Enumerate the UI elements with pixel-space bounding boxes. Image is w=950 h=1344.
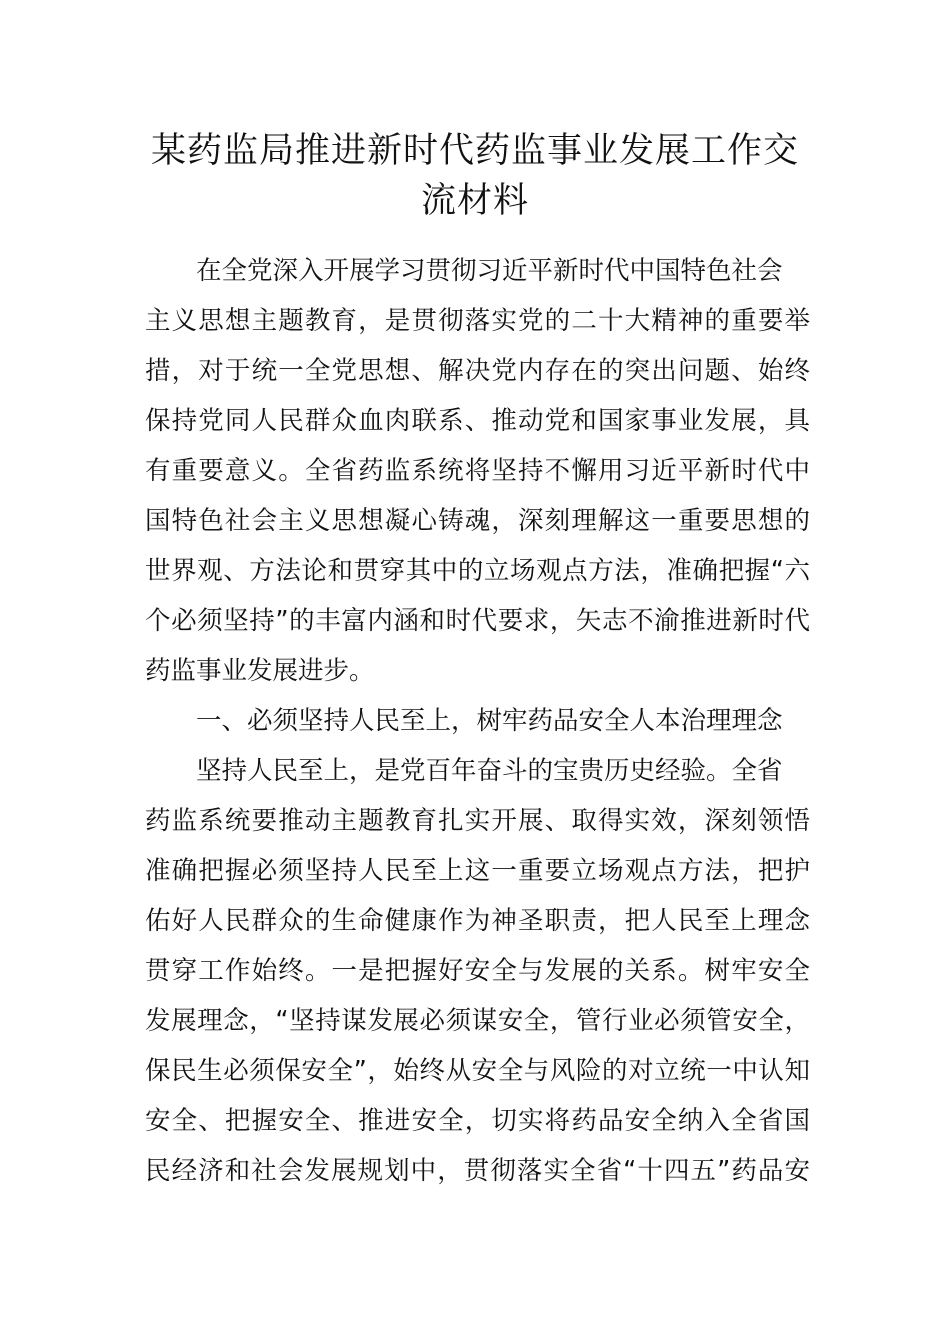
text-line: 世界观、方法论和贯穿其中的立场观点方法，准确把握“六 [145,556,810,586]
text-line: 准确把握必须坚持人民至上这一重要立场观点方法，把护 [145,856,810,886]
text-line: 贯穿工作始终。一是把握好安全与发展的关系。树牢安全 [145,956,810,986]
text-line: 安全、把握安全、推进安全，切实将药品安全纳入全省国 [145,1106,810,1136]
text-line: 措，对于统一全党思想、解决党内存在的突出问题、始终 [145,356,810,386]
text-line: 佑好人民群众的生命健康作为神圣职责，把人民至上理念 [145,906,810,936]
text-line: 保民生必须保安全”，始终从安全与风险的对立统一中认知 [145,1056,810,1086]
title-line-1: 某药监局推进新时代药监事业发展工作交 [150,131,799,171]
text-line: 在全党深入开展学习贯彻习近平新时代中国特色社会 [196,256,783,286]
text-line: 国特色社会主义思想凝心铸魂，深刻理解这一重要思想的 [145,506,810,536]
document-title [140,126,810,226]
section-heading-1 [145,696,810,746]
text-line: 药监事业发展进步。 [145,656,375,686]
document-body [145,246,810,1196]
text-line: 个必须坚持”的丰富内涵和时代要求，矢志不渝推进新时代 [145,606,810,636]
paragraph-section-1 [145,746,810,1196]
title-line-2: 流材料 [420,181,529,221]
heading-line: 一、必须坚持人民至上，树牢药品安全人本治理理念 [196,706,783,736]
text-line: 保持党同人民群众血肉联系、推动党和国家事业发展，具 [145,406,810,436]
text-line: 有重要意义。全省药监系统将坚持不懈用习近平新时代中 [145,456,810,486]
text-line: 主义思想主题教育，是贯彻落实党的二十大精神的重要举 [145,306,810,336]
text-line: 药监系统要推动主题教育扎实开展、取得实效，深刻领悟 [145,806,810,836]
text-line: 民经济和社会发展规划中，贯彻落实全省“十四五”药品安 [145,1156,810,1186]
text-line: 发展理念，“坚持谋发展必须谋安全，管行业必须管安全， [145,1006,810,1036]
text-line: 坚持人民至上，是党百年奋斗的宝贵历史经验。全省 [196,756,783,786]
paragraph-intro [145,246,810,696]
